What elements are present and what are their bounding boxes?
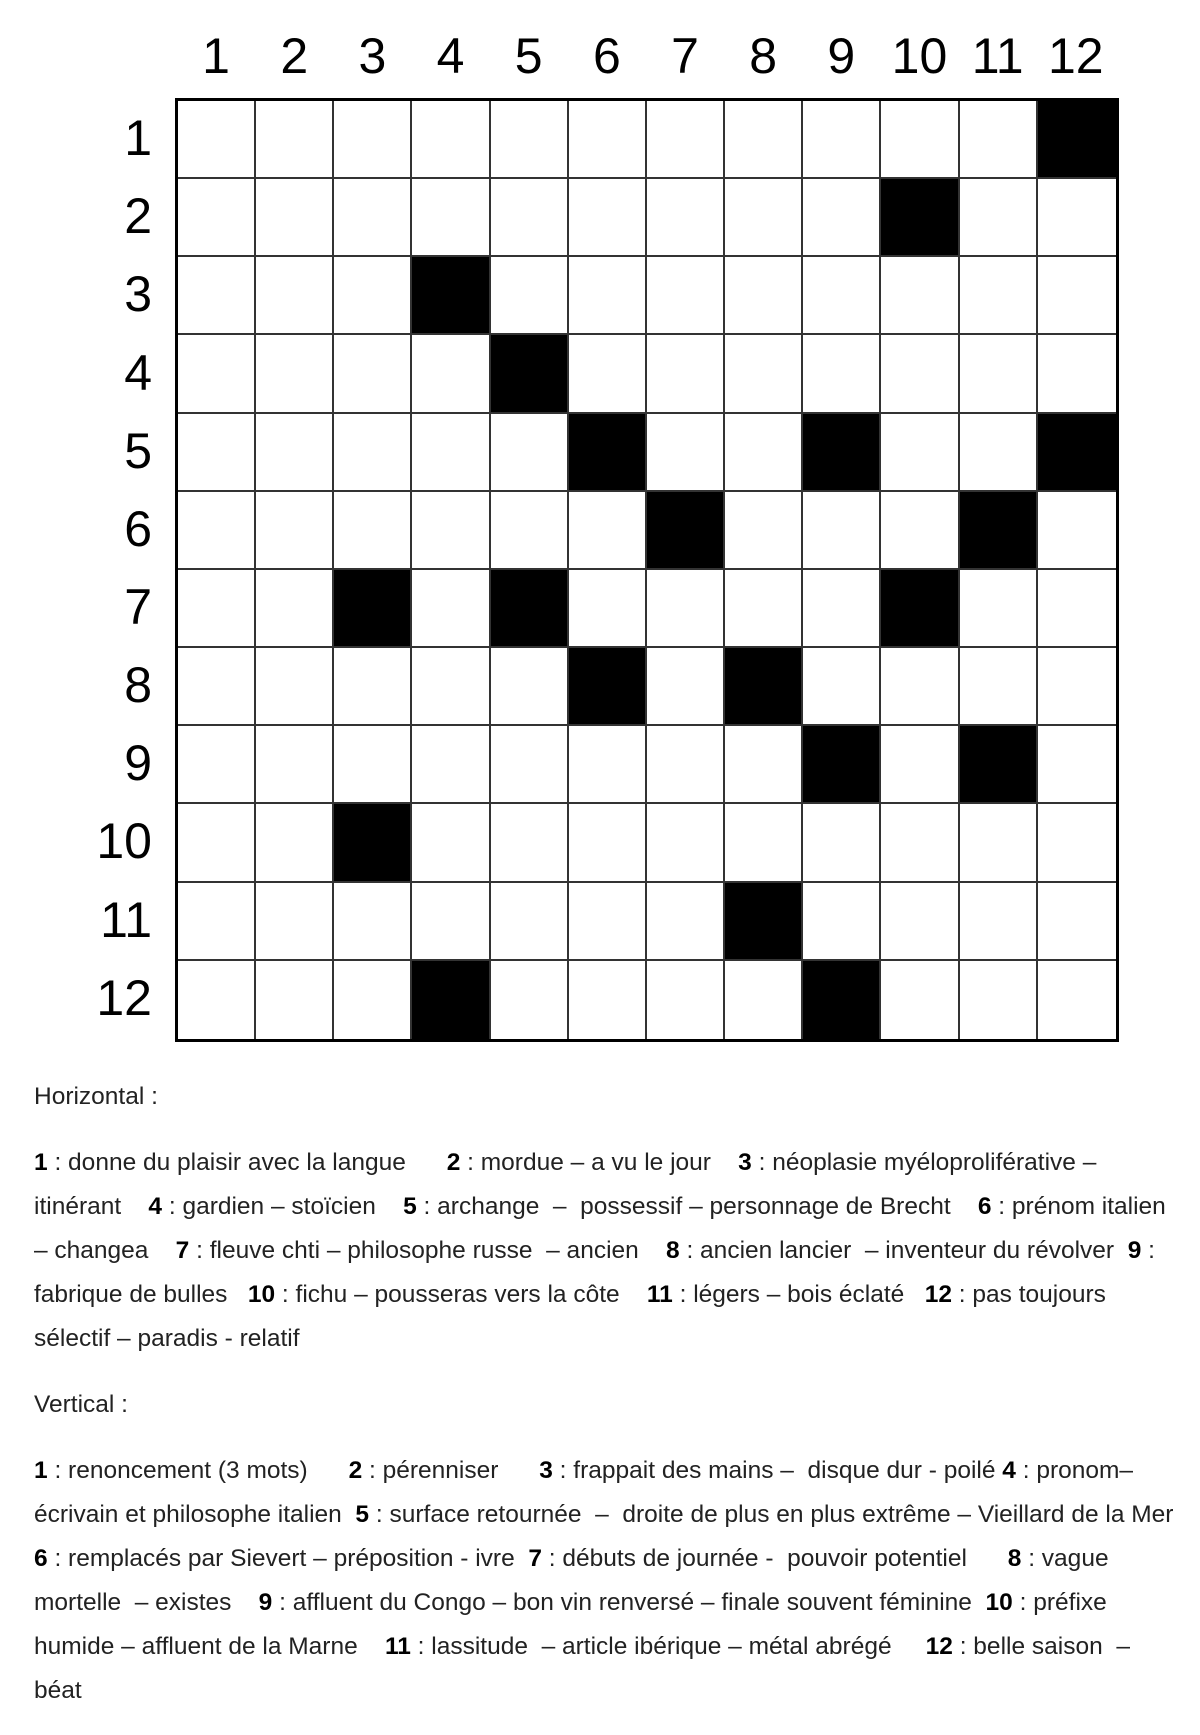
grid-cell[interactable] <box>881 804 959 882</box>
grid-cell[interactable] <box>491 883 569 961</box>
grid-cell[interactable] <box>256 804 334 882</box>
grid-cell[interactable] <box>569 883 647 961</box>
grid-cell[interactable] <box>1038 883 1116 961</box>
grid-cell[interactable] <box>491 257 569 335</box>
grid-cell[interactable] <box>803 257 881 335</box>
row-number: 10 <box>96 813 152 870</box>
clue-text: : remplacés par Sievert – préposition - ivre <box>47 1545 529 1572</box>
grid-cell[interactable] <box>960 804 1038 882</box>
grid-cell[interactable] <box>412 179 490 257</box>
grid-cell[interactable] <box>334 414 412 492</box>
grid-cell[interactable] <box>803 804 881 882</box>
column-number: 4 <box>436 28 465 84</box>
clue-text: : surface retournée – droite de plus en plus extrême – Vieillard de la Mer <box>369 1501 1188 1528</box>
clue-number: 10 <box>985 1589 1013 1616</box>
grid-cell[interactable] <box>569 492 647 570</box>
column-number: 10 <box>891 28 948 84</box>
column-number: 1 <box>202 28 230 84</box>
grid-cell[interactable] <box>569 961 647 1039</box>
grid-cell[interactable] <box>881 257 959 335</box>
grid-cell[interactable] <box>412 335 490 413</box>
grid-cell[interactable] <box>960 414 1038 492</box>
grid-cell[interactable] <box>569 804 647 882</box>
grid-cell[interactable] <box>178 883 256 961</box>
clue-text: : fleuve chti – philosophe russe – ancien <box>189 1237 666 1264</box>
grid-cell[interactable] <box>647 804 725 882</box>
clue-text: : affluent du Congo – bon vin renversé – finale souvent féminine <box>272 1589 986 1616</box>
clue-number: 10 <box>247 1281 276 1308</box>
grid-cell[interactable] <box>491 961 569 1039</box>
grid-cell[interactable] <box>178 570 256 648</box>
clue-number: 12 <box>924 1281 952 1308</box>
grid-cell[interactable] <box>881 726 959 804</box>
grid-cell[interactable] <box>725 804 803 882</box>
grid-cell[interactable] <box>725 492 803 570</box>
grid-cell[interactable] <box>256 726 334 804</box>
grid-cell[interactable] <box>647 335 725 413</box>
grid-cell[interactable] <box>881 648 959 726</box>
grid-cell[interactable] <box>960 883 1038 961</box>
grid-cell[interactable] <box>647 883 725 961</box>
grid-cell[interactable] <box>803 570 881 648</box>
grid-cell[interactable] <box>412 804 490 882</box>
grid-cell[interactable] <box>647 726 725 804</box>
grid-cell[interactable] <box>256 961 334 1039</box>
black-cell <box>881 179 959 257</box>
clue-text: : fichu – pousseras vers la côte <box>275 1281 647 1308</box>
grid-cell[interactable] <box>256 648 334 726</box>
grid-cell[interactable] <box>256 883 334 961</box>
clue-text: : donne du plaisir avec la langue <box>47 1149 447 1176</box>
grid-cell[interactable] <box>256 101 334 179</box>
grid-cell[interactable] <box>491 804 569 882</box>
clue-number: 9 <box>258 1589 273 1616</box>
grid-cell[interactable] <box>412 492 490 570</box>
grid-cell[interactable] <box>569 570 647 648</box>
clue-number: 8 <box>666 1237 680 1264</box>
grid-cell[interactable] <box>881 414 959 492</box>
clue-text: : lassitude – article ibérique – métal abrégé <box>410 1633 926 1660</box>
black-cell <box>725 883 803 961</box>
grid-cell[interactable] <box>881 101 959 179</box>
black-cell <box>334 804 412 882</box>
horizontal-clues <box>34 1141 1184 1361</box>
grid-cell[interactable] <box>412 648 490 726</box>
grid-cell[interactable] <box>725 179 803 257</box>
grid-cell[interactable] <box>881 961 959 1039</box>
grid-cell[interactable] <box>334 883 412 961</box>
grid-cell[interactable] <box>803 179 881 257</box>
grid-cell[interactable] <box>960 257 1038 335</box>
clues-section <box>34 1075 1188 1735</box>
clue-text: : frappait des mains – disque dur - poilé <box>552 1457 1003 1484</box>
column-number: 2 <box>280 28 309 84</box>
clue-text: : prénom italien – changea <box>34 1193 1180 1264</box>
grid-cell[interactable] <box>569 101 647 179</box>
grid-cell[interactable] <box>1038 257 1116 335</box>
clue-text: : débuts de journée - pouvoir potentiel <box>541 1545 1008 1572</box>
clue-text: : gardien – stoïcien <box>162 1193 404 1220</box>
clue-text: : renoncement (3 mots) <box>47 1457 349 1484</box>
grid-cell[interactable] <box>725 570 803 648</box>
grid-cell[interactable] <box>178 257 256 335</box>
grid-cell[interactable] <box>1038 804 1116 882</box>
grid-cell[interactable] <box>1038 492 1116 570</box>
grid-cell[interactable] <box>178 179 256 257</box>
grid-cell[interactable] <box>1038 335 1116 413</box>
horizontal-title: Horizontal : <box>34 1083 158 1110</box>
row-number: 4 <box>124 344 152 401</box>
clue-number: 4 <box>1002 1457 1016 1484</box>
grid-cell[interactable] <box>960 648 1038 726</box>
black-cell <box>412 257 490 335</box>
grid-cell[interactable] <box>725 414 803 492</box>
clue-number: 5 <box>355 1501 370 1528</box>
grid-cell[interactable] <box>178 492 256 570</box>
row-number: 11 <box>100 891 152 948</box>
black-cell <box>1038 414 1116 492</box>
clue-number: 3 <box>539 1457 553 1484</box>
grid-cell[interactable] <box>334 179 412 257</box>
grid-cell[interactable] <box>960 179 1038 257</box>
clue-number: 11 <box>384 1633 411 1660</box>
clue-text: : ancien lancier – inventeur du révolver <box>679 1237 1128 1264</box>
black-cell <box>569 414 647 492</box>
grid-cell[interactable] <box>725 257 803 335</box>
grid-cell[interactable] <box>647 414 725 492</box>
clue-number: 1 <box>34 1149 48 1176</box>
grid-cell[interactable] <box>960 101 1038 179</box>
grid-cell[interactable] <box>647 257 725 335</box>
grid-cell[interactable] <box>960 570 1038 648</box>
column-number: 8 <box>749 28 778 84</box>
black-cell <box>803 726 881 804</box>
grid-cell[interactable] <box>178 101 256 179</box>
row-number: 7 <box>124 579 152 636</box>
row-number: 6 <box>124 500 152 557</box>
grid-cell[interactable] <box>725 961 803 1039</box>
grid-cell[interactable] <box>178 335 256 413</box>
grid-cell[interactable] <box>178 726 256 804</box>
black-cell <box>803 961 881 1039</box>
grid-cell[interactable] <box>803 101 881 179</box>
grid-cell[interactable] <box>647 570 725 648</box>
clue-number: 12 <box>925 1633 953 1660</box>
grid-cell[interactable] <box>960 335 1038 413</box>
grid-cell[interactable] <box>334 961 412 1039</box>
column-number: 5 <box>514 28 543 84</box>
grid-cell[interactable] <box>491 492 569 570</box>
black-cell <box>960 492 1038 570</box>
clue-text: : pas toujours sélectif – paradis - relatif <box>34 1281 1113 1352</box>
clue-text: : préfixe humide – affluent de la Marne <box>34 1589 1114 1660</box>
grid-cell[interactable] <box>256 179 334 257</box>
grid-cell[interactable] <box>1038 179 1116 257</box>
grid-cell[interactable] <box>491 101 569 179</box>
grid-cell[interactable] <box>803 335 881 413</box>
grid-cell[interactable] <box>647 648 725 726</box>
clue-number: 3 <box>738 1149 752 1176</box>
grid-cell[interactable] <box>725 101 803 179</box>
clue-number: 1 <box>34 1457 48 1484</box>
black-cell <box>803 414 881 492</box>
column-number: 6 <box>592 28 621 84</box>
clue-text: : archange – possessif – personnage de Brecht <box>416 1193 978 1220</box>
row-number: 1 <box>124 110 152 167</box>
grid-cell[interactable] <box>334 492 412 570</box>
row-number: 5 <box>124 422 152 479</box>
grid-cell[interactable] <box>256 335 334 413</box>
column-numbers <box>177 26 1115 86</box>
clue-number: 4 <box>148 1193 163 1220</box>
black-cell <box>1038 101 1116 179</box>
column-number: 12 <box>1047 28 1104 84</box>
row-number: 9 <box>124 735 152 792</box>
row-number: 2 <box>124 188 152 245</box>
grid-cell[interactable] <box>491 414 569 492</box>
black-cell <box>491 335 569 413</box>
grid-cell[interactable] <box>334 257 412 335</box>
grid-cell[interactable] <box>881 492 959 570</box>
grid-cell[interactable] <box>1038 961 1116 1039</box>
grid-cell[interactable] <box>178 648 256 726</box>
grid-cell[interactable] <box>178 804 256 882</box>
grid-cell[interactable] <box>1038 648 1116 726</box>
grid-cell[interactable] <box>725 335 803 413</box>
grid-cell[interactable] <box>881 883 959 961</box>
grid-cell[interactable] <box>334 726 412 804</box>
grid-cell[interactable] <box>569 726 647 804</box>
clue-number: 5 <box>403 1193 417 1220</box>
black-cell <box>881 570 959 648</box>
grid-cell[interactable] <box>491 179 569 257</box>
grid-cell[interactable] <box>569 179 647 257</box>
grid-cell[interactable] <box>178 414 256 492</box>
grid-cell[interactable] <box>803 492 881 570</box>
column-number: 3 <box>358 28 387 84</box>
clue-number: 8 <box>1007 1545 1022 1572</box>
clue-text: : pronom– écrivain et philosophe italien <box>34 1457 1140 1528</box>
row-numbers <box>96 99 170 1037</box>
clue-text: : vague mortelle – existes <box>34 1545 1116 1616</box>
grid-cell[interactable] <box>647 179 725 257</box>
black-cell <box>412 961 490 1039</box>
clue-text: : mordue – a vu le jour <box>460 1149 739 1176</box>
clue-number: 7 <box>175 1237 190 1264</box>
clue-text: : légers – bois éclaté <box>672 1281 925 1308</box>
grid-cell[interactable] <box>881 335 959 413</box>
grid-cell[interactable] <box>256 570 334 648</box>
row-number: 12 <box>96 969 152 1026</box>
clue-number: 9 <box>1127 1237 1142 1264</box>
grid-cell[interactable] <box>491 648 569 726</box>
grid-cell[interactable] <box>569 335 647 413</box>
row-number: 3 <box>124 266 152 323</box>
grid-cell[interactable] <box>412 414 490 492</box>
clue-text: : belle saison – béat <box>34 1633 1137 1704</box>
grid-cell[interactable] <box>334 648 412 726</box>
clue-text: : pérenniser <box>362 1457 540 1484</box>
clue-number: 11 <box>646 1281 673 1308</box>
grid-cell[interactable] <box>803 648 881 726</box>
clue-number: 2 <box>446 1149 461 1176</box>
grid-cell[interactable] <box>412 883 490 961</box>
vertical-clues <box>34 1449 1188 1713</box>
black-cell <box>647 492 725 570</box>
grid-cell[interactable] <box>647 101 725 179</box>
grid-cell[interactable] <box>334 101 412 179</box>
grid-cell[interactable] <box>960 961 1038 1039</box>
grid-cell[interactable] <box>412 726 490 804</box>
grid-cell[interactable] <box>725 726 803 804</box>
grid-cell[interactable] <box>256 492 334 570</box>
grid-cell[interactable] <box>256 414 334 492</box>
clue-text: : néoplasie myéloproliférative – itinérant <box>34 1149 1104 1220</box>
clue-number: 2 <box>348 1457 363 1484</box>
grid-cell[interactable] <box>569 257 647 335</box>
clue-number: 7 <box>528 1545 542 1572</box>
crossword-grid <box>175 98 1119 1042</box>
black-cell <box>960 726 1038 804</box>
clue-number: 6 <box>34 1545 48 1572</box>
clue-text: : fabrique de bulles <box>34 1237 1162 1308</box>
clue-number: 6 <box>977 1193 992 1220</box>
grid-cell[interactable] <box>647 961 725 1039</box>
row-number: 8 <box>124 657 152 714</box>
column-number: 11 <box>971 28 1024 84</box>
grid-cell[interactable] <box>1038 570 1116 648</box>
grid-cell[interactable] <box>491 726 569 804</box>
black-cell <box>334 570 412 648</box>
grid-cell[interactable] <box>1038 726 1116 804</box>
column-number: 7 <box>671 28 699 84</box>
grid-cell[interactable] <box>178 961 256 1039</box>
black-cell <box>725 648 803 726</box>
vertical-title: Vertical : <box>34 1391 128 1418</box>
black-cell <box>569 648 647 726</box>
grid-cell[interactable] <box>334 335 412 413</box>
black-cell <box>491 570 569 648</box>
grid-cell[interactable] <box>803 883 881 961</box>
grid-cell[interactable] <box>412 570 490 648</box>
grid-cell[interactable] <box>256 257 334 335</box>
grid-cell[interactable] <box>412 101 490 179</box>
column-number: 9 <box>827 28 856 84</box>
